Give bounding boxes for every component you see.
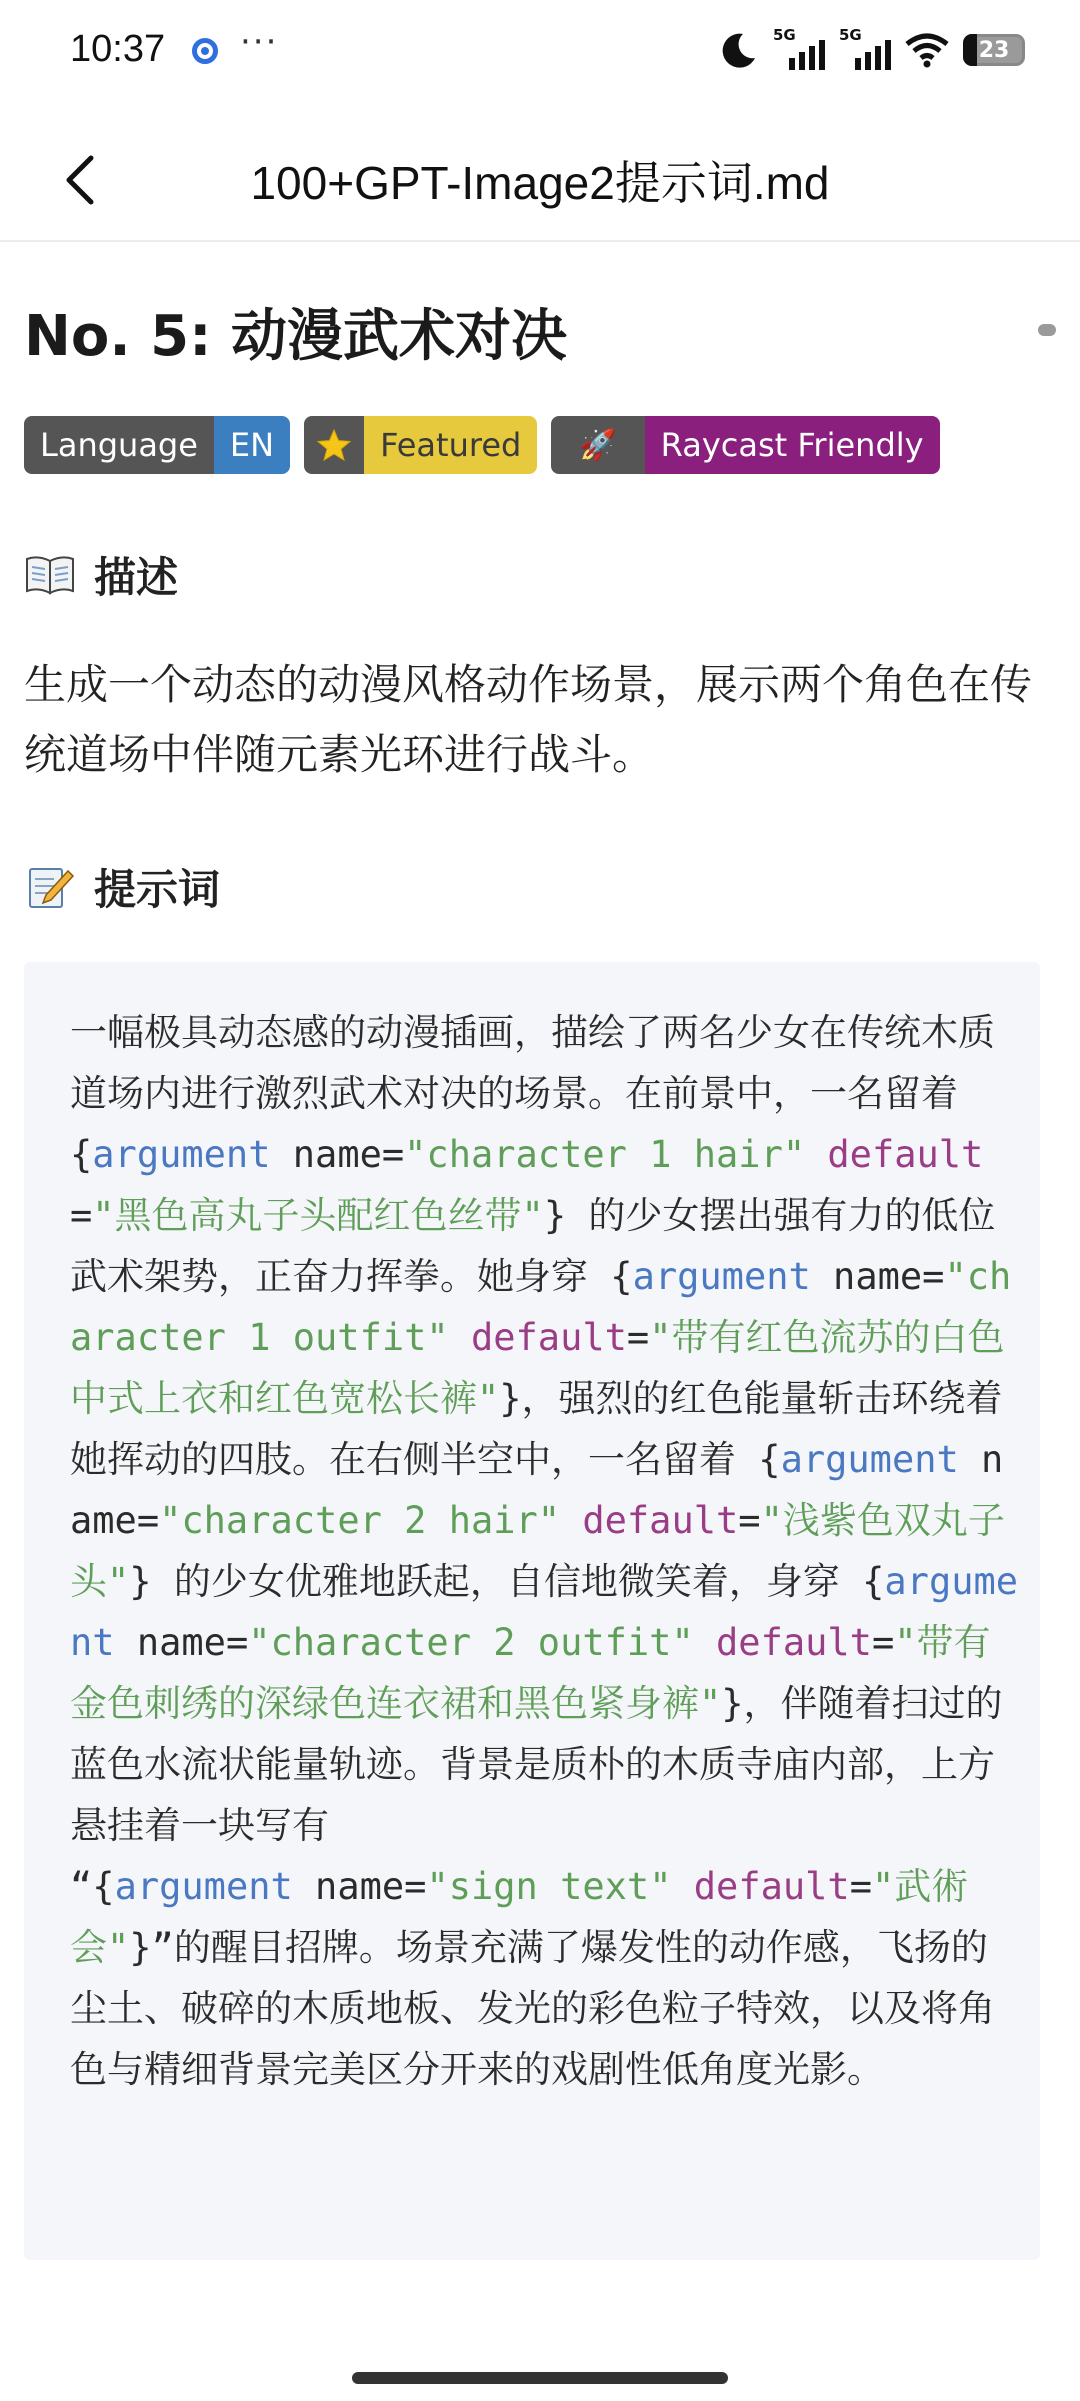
code-segment-text: = [70,1194,93,1237]
prompt-code-block[interactable] [24,962,1040,2260]
raycast-badge-label: Raycast Friendly [645,416,940,474]
code-segment-str: "带有金色刺绣的深绿色连衣裙和黑色紧身裤" [70,1621,991,1725]
cellular-signal-1-icon: 5G [773,30,825,70]
code-segment-text: = [849,1865,872,1908]
cellular-signal-2-icon: 5G [839,30,891,70]
code-segment-text: { [610,1255,633,1298]
do-not-disturb-moon-icon [719,30,759,70]
code-segment-str: "黑色高丸子头配红色丝带" [92,1194,544,1237]
code-segment-text: name= [114,1621,249,1664]
code-segment-kw: default [827,1133,984,1176]
code-segment-text: }，强烈的红色能量斩击环绕着她挥动的四肢。在右侧半空中，一名留着 { [70,1377,1003,1481]
code-segment-text [671,1865,693,1908]
code-segment-text [694,1621,716,1664]
code-segment-str: "武術会" [70,1865,969,1969]
description-text: 生成一个动态的动漫风格动作场景，展示两个角色在传统道场中伴随元素光环进行战斗。 [24,660,1033,779]
star-icon [316,427,352,463]
description-heading [24,545,178,605]
prompt-heading [24,857,220,917]
featured-badge[interactable] [304,416,537,474]
code-segment-text [805,1133,827,1176]
badge-row [24,416,940,474]
nav-bar [0,105,1080,242]
status-time: 10:37 [70,28,166,70]
prompt-code-text[interactable] [70,1002,1020,2100]
code-segment-str: "sign text" [426,1865,672,1908]
code-segment-str: "浅紫色双丸子头" [70,1499,1005,1603]
prompt-title: 提示词 [94,865,221,914]
code-segment-kw: default [582,1499,739,1542]
raycast-badge[interactable] [551,416,939,474]
code-segment-text: }，伴随着扫过的蓝色水流状能量轨迹。背景是质朴的木质寺庙内部，上方悬挂着一块写有 “{ [70,1682,1003,1908]
code-segment-text: } 的少女优雅地跃起，自信地微笑着，身穿 { [129,1560,885,1603]
status-bar [0,0,1080,105]
code-segment-text: = [626,1316,650,1359]
code-segment-str: "带有红色流苏的白色中式上衣和红色宽松长裤" [70,1316,1005,1420]
code-segment-text: name= [70,1438,1004,1542]
code-segment-text [449,1316,471,1359]
code-segment-text [560,1499,582,1542]
code-segment-kw: default [470,1316,627,1359]
code-segment-text: 一幅极具动态感的动漫插画，描绘了两名少女在传统木质道场内进行激烈武术对决的场景。在前景中，一名留着 [70,1011,995,1115]
memo-icon [24,865,76,909]
code-segment-text: name= [270,1133,405,1176]
battery-icon: 23 [963,34,1025,66]
language-badge-label: Language [24,416,214,474]
code-segment-tag: argument [780,1438,959,1481]
notification-dot-icon [192,38,218,64]
code-segment-str: "character 2 hair" [159,1499,561,1542]
open-book-icon [24,553,76,597]
code-segment-text: } 的少女摆出强有力的低位武术架势，正奋力挥拳。她身穿 [70,1194,996,1298]
code-segment-str: "character 1 outfit" [70,1255,1012,1359]
code-segment-tag: argument [92,1133,271,1176]
code-segment-str: "character 1 hair" [404,1133,806,1176]
code-segment-kw: default [716,1621,872,1664]
code-segment-text: name= [810,1255,945,1298]
scroll-indicator[interactable] [1038,324,1056,336]
section-heading: No. 5: 动漫武术对决 [24,304,567,369]
page-title: 100+GPT-Image2提示词.md [250,157,830,209]
system-icons [719,28,1025,72]
description-title: 描述 [94,553,179,602]
code-segment-tag: argument [632,1255,811,1298]
code-segment-text: }”的醒目招牌。场景充满了爆发性的动作感，飞扬的尘土、破碎的木质地板、发光的彩色粒子特效，以及将角色与精细背景完美区分开来的戏剧性低角度光影。 [70,1926,995,2091]
wifi-icon [905,32,949,68]
code-segment-text: name= [292,1865,427,1908]
more-notifications-icon: ··· [240,22,279,62]
code-segment-text: { [70,1133,93,1176]
code-segment-text: = [871,1621,895,1664]
rocket-icon: 🚀 [579,427,617,463]
code-segment-tag: argument [70,1560,1019,1664]
language-badge-value: EN [214,416,290,474]
home-indicator[interactable] [352,2372,728,2384]
code-segment-tag: argument [114,1865,293,1908]
code-segment-kw: default [693,1865,850,1908]
language-badge[interactable] [24,416,290,474]
code-segment-str: "character 2 outfit" [248,1621,694,1664]
featured-badge-label: Featured [364,416,537,474]
code-segment-text: = [738,1499,761,1542]
